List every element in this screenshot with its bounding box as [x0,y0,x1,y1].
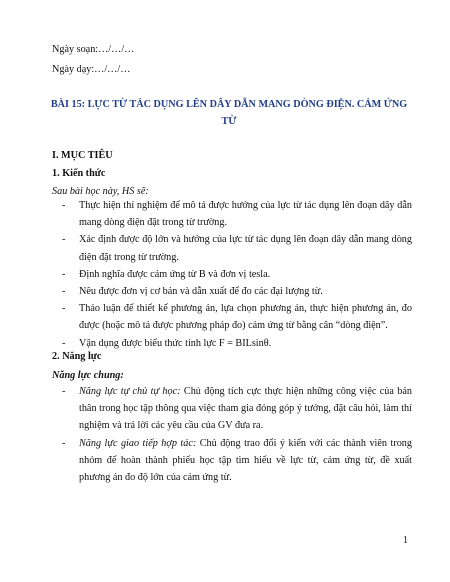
bullet-dash: - [62,386,66,397]
list-item: - Thực hiện thí nghiệm để mô tả được hướng của lực từ tác dụng lên đoạn dây dẫn mang dòng điện đặt trong từ trường. [52,197,412,231]
general-competence-heading: Năng lực chung: [52,370,124,381]
competence-list [52,383,412,486]
bullet-dash: - [62,303,66,315]
bullet-dash: - [62,268,66,280]
competence-label: Năng lực giao tiếp hợp tác: [79,437,197,449]
section-heading-objectives: I. MỤC TIÊU [52,150,113,161]
competence-text: Chủ động trao đổi ý kiến với các thành viên trong nhóm để hoàn thành phiếu học tập tìm hiểu về lực từ, cảm ứng từ, đề xuất phương án đo độ lớn của cảm ứng từ. [79,437,412,484]
teach-date: Ngày dạy:…/…/… [52,64,131,75]
list-item: - Vận dụng được biểu thức tính lực F = BILsinθ. [52,335,412,352]
list-item: - Xác định được độ lớn và hướng của lực từ tác dụng lên đoạn dây dẫn mang dòng điện đặt trong từ trường. [52,231,412,265]
subheading-knowledge: 1. Kiến thức [52,168,106,179]
bullet-dash: - [62,234,66,246]
list-item: - Định nghĩa được cảm ứng từ B và đơn vị tesla. [52,266,412,283]
bullet-dash: - [62,286,66,298]
lesson-title: BÀI 15: LỰC TỪ TÁC DỤNG LÊN DÂY DẪN MANG DÒNG ĐIỆN. CẢM ỨNG TỪ [50,99,408,127]
knowledge-intro: Sau bài học này, HS sẽ: [52,186,149,197]
bullet-dash: - [62,337,66,349]
list-item: - Thảo luận để thiết kế phương án, lựa chọn phương án, thực hiện phương án, đo được (hoặc mô tả được phương pháp đo) cảm ứng từ bằng cân “dòng điện”. [52,300,412,334]
subheading-competence: 2. Năng lực [52,351,102,362]
competence-text: Chủ động tích cực thực hiện những công việc của bản thân trong học tập thông qua việc tham gia đóng góp ý tưởng, đặt câu hỏi, làm thí nghiệm và trả lời các yêu cầu của GV đưa ra. [79,386,412,432]
bullet-dash: - [62,437,66,449]
list-item [52,383,412,435]
prep-date: Ngày soạn:…/…/… [52,44,135,55]
list-item [52,435,412,487]
knowledge-list [52,197,412,352]
bullet-dash: - [62,200,66,211]
competence-label: Năng lực tự chủ tự học: [79,386,181,397]
page-number: 1 [403,535,408,546]
list-item: - Nêu được đơn vị cơ bản và dẫn xuất để đo các đại lượng từ. [52,283,412,300]
